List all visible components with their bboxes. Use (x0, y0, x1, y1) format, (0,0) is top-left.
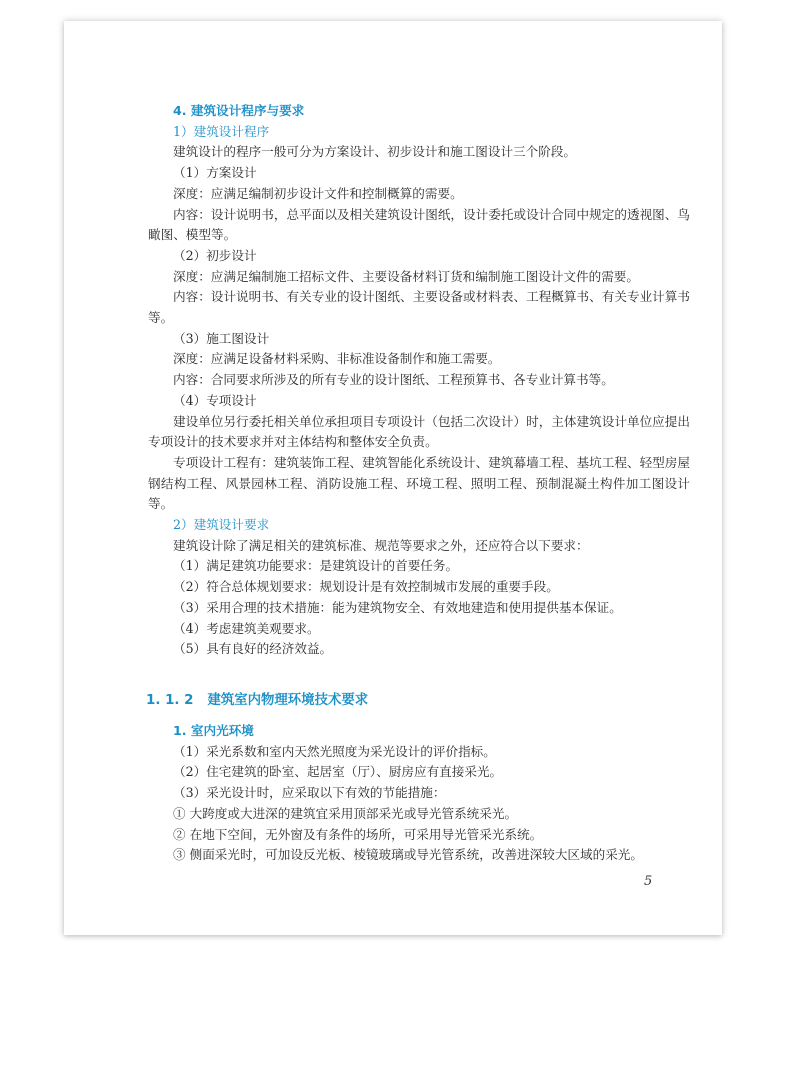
list-item: （3）采光设计时，应采取以下有效的节能措施： (173, 785, 446, 801)
page-number: 5 (644, 874, 653, 889)
paragraph: 专项设计工程有：建筑装饰工程、建筑智能化系统设计、建筑幕墙工程、基坑工程、轻型房屋钢结构工程、风景园林工程、消防设施工程、环境工程、照明工程、预制混凝土构件加工图设计等。 (148, 454, 690, 512)
paragraph: 深度：应满足编制初步设计文件和控制概算的需要。 (173, 185, 463, 201)
list-item: （2）符合总体规划要求：规划设计是有效控制城市发展的重要手段。 (173, 579, 559, 595)
list-item: ③ 侧面采光时，可加设反光板、棱镜玻璃或导光管系统，改善进深较大区域的采光。 (173, 847, 643, 863)
list-item: （4）考虑建筑美观要求。 (173, 620, 320, 636)
subsection-design-procedure: 1）建筑设计程序 (173, 123, 270, 139)
paragraph: 内容：设计说明书，总平面以及相关建筑设计图纸，设计委托或设计合同中规定的透视图、鸟瞰图、模型等。 (148, 206, 690, 243)
subsection-indoor-light: 1. 室内光环境 (173, 723, 254, 738)
item-title: （2）初步设计 (173, 247, 257, 263)
list-item: ② 在地下空间，无外窗及有条件的场所，可采用导光管采光系统。 (173, 826, 543, 842)
paragraph: 建设单位另行委托相关单位承担项目专项设计（包括二次设计）时，主体建筑设计单位应提出专项设计的技术要求并对主体结构和整体安全负责。 (148, 413, 690, 450)
list-item: ① 大跨度或大进深的建筑宜采用顶部采光或导光管系统采光。 (173, 805, 518, 821)
paragraph: 深度：应满足编制施工招标文件、主要设备材料订货和编制施工图设计文件的需要。 (173, 268, 639, 284)
paragraph: 建筑设计除了满足相关的建筑标准、规范等要求之外，还应符合以下要求： (173, 537, 589, 553)
section-title: 建筑室内物理环境技术要求 (207, 693, 369, 708)
paragraph: 内容：合同要求所涉及的所有专业的设计图纸、工程预算书、各专业计算书等。 (173, 372, 614, 388)
list-item: （5）具有良好的经济效益。 (173, 641, 333, 657)
section-1-1-2-content (173, 721, 653, 866)
paragraph: 深度：应满足设备材料采购、非标准设备制作和施工需要。 (173, 351, 501, 367)
list-item: （2）住宅建筑的卧室、起居室（厅）、厨房应有直接采光。 (173, 764, 503, 780)
list-item: （1）采光系数和室内天然光照度为采光设计的评价指标。 (173, 743, 496, 759)
paragraph: 内容：设计说明书、有关专业的设计图纸、主要设备或材料表、工程概算书、有关专业计算书等。 (148, 289, 690, 326)
document-page (64, 21, 722, 935)
section-1-1-2-heading (146, 690, 368, 712)
list-item: （3）采用合理的技术措施：能为建筑物安全、有效地建造和使用提供基本保证。 (173, 599, 622, 615)
section-4-content (148, 101, 690, 660)
item-title: （4）专项设计 (173, 392, 257, 408)
item-title: （3）施工图设计 (173, 330, 270, 346)
subsection-design-requirements: 2）建筑设计要求 (173, 517, 270, 533)
paragraph: 建筑设计的程序一般可分为方案设计、初步设计和施工图设计三个阶段。 (173, 144, 576, 160)
section-4-heading: 4. 建筑设计程序与要求 (173, 103, 305, 118)
item-title: （1）方案设计 (173, 165, 257, 181)
section-number: 1. 1. 2 (146, 693, 194, 708)
list-item: （1）满足建筑功能要求：是建筑设计的首要任务。 (173, 558, 459, 574)
